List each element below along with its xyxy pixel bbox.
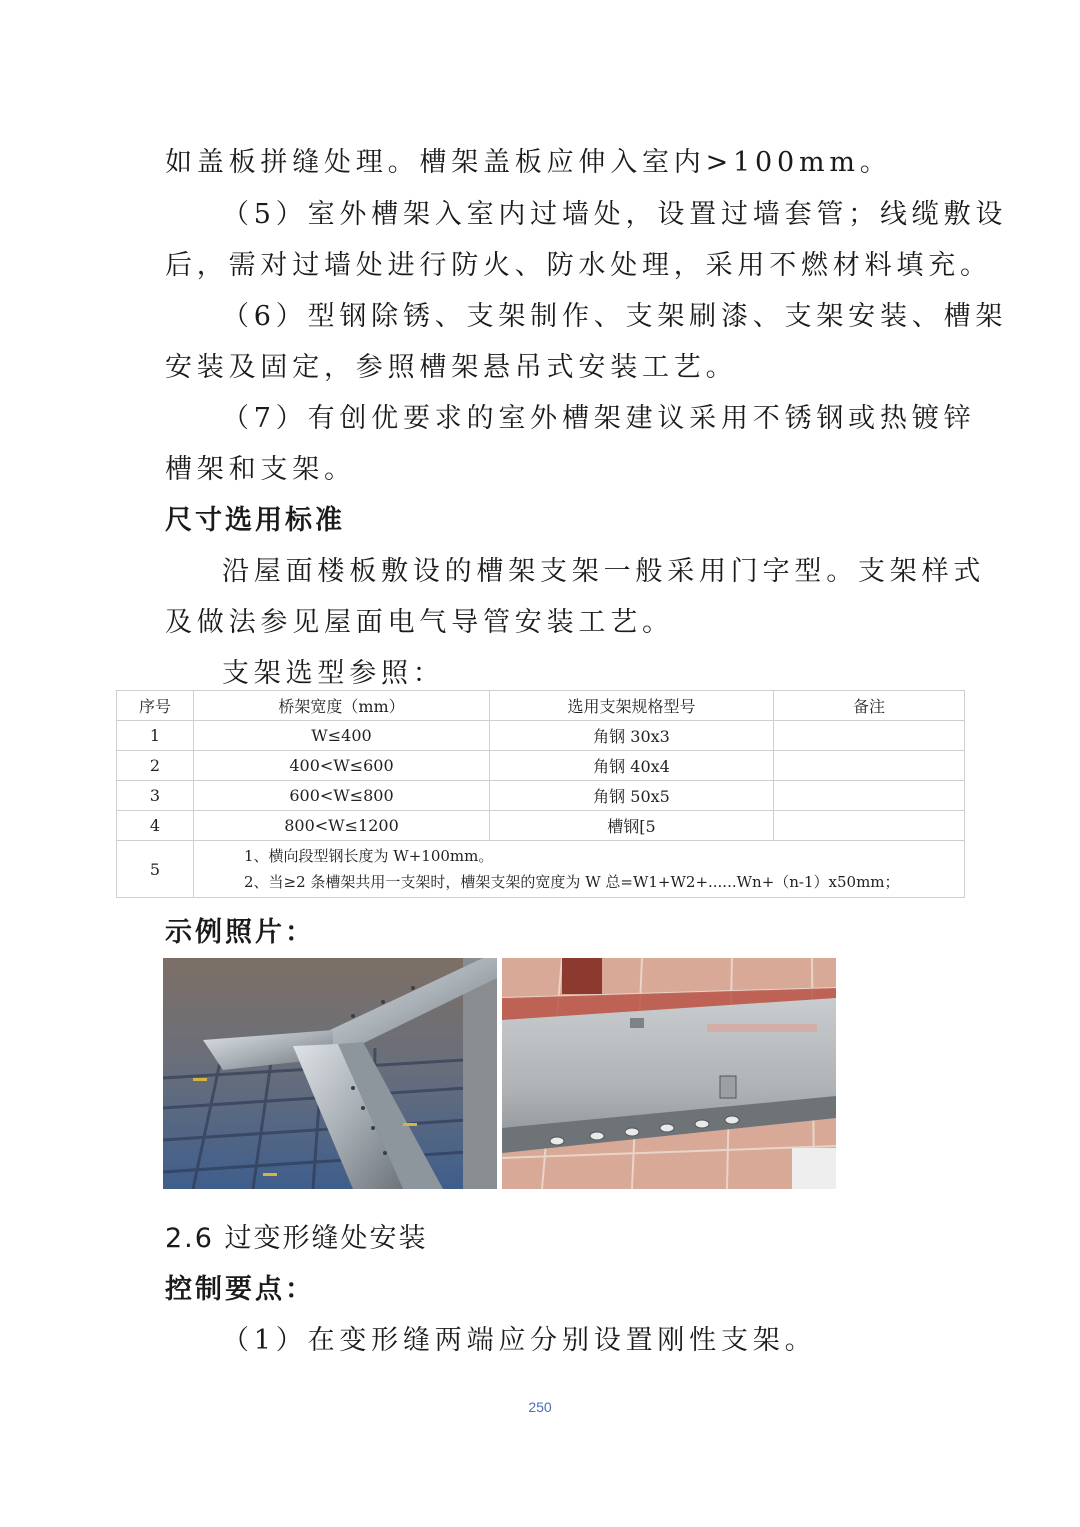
table-row (117, 721, 965, 751)
support-selection-label: 支架选型参照： (222, 658, 445, 689)
cell-tray-width: 400<W≤600 (194, 751, 490, 781)
cell-remarks (774, 781, 965, 811)
cell-support-model: 角钢 40x4 (490, 751, 774, 781)
note-line-2: 2、当≥2 条槽架共用一支架时，槽架支架的宽度为 W 总=W1+W2+......Wn+（n-1）x50mm； (244, 873, 900, 891)
header-index: 序号 (117, 691, 194, 721)
cell-support-model: 槽钢[5 (490, 811, 774, 841)
cell-index: 1 (117, 721, 194, 751)
header-support-model: 选用支架规格型号 (490, 691, 774, 721)
cell-index: 5 (117, 841, 194, 898)
cell-support-model: 角钢 30x3 (490, 721, 774, 751)
section-2-6-title: 2.6 过变形缝处安装 (165, 1223, 428, 1254)
table-row (117, 781, 965, 811)
cell-remarks (774, 751, 965, 781)
table-row-notes (117, 841, 965, 898)
paragraph-line-5: 安装及固定，参照槽架悬吊式安装工艺。 (165, 352, 738, 383)
cell-tray-width: W≤400 (194, 721, 490, 751)
table-row (117, 751, 965, 781)
table-row (117, 811, 965, 841)
cell-remarks (774, 721, 965, 751)
table-header-row (117, 691, 965, 721)
cell-support-model: 角钢 50x5 (490, 781, 774, 811)
cell-tray-width: 800<W≤1200 (194, 811, 490, 841)
cell-tray-width: 600<W≤800 (194, 781, 490, 811)
example-photo-left (163, 958, 497, 1189)
note-line-1: 1、横向段型钢长度为 W+100mm。 (244, 847, 494, 865)
cell-notes (194, 841, 965, 898)
page-number: 250 (528, 1399, 552, 1415)
cell-index: 4 (117, 811, 194, 841)
control-point-1: （1）在变形缝两端应分别设置刚性支架。 (222, 1325, 817, 1356)
support-spec-table (116, 690, 965, 898)
header-remarks: 备注 (774, 691, 965, 721)
paragraph-line-2: （5）室外槽架入室内过墙处，设置过墙套管；线缆敷设 (222, 199, 1008, 230)
example-photos-heading: 示例照片： (165, 917, 315, 948)
paragraph-line-1: 如盖板拼缝处理。槽架盖板应伸入室内>100mm。 (165, 147, 892, 178)
cell-index: 2 (117, 751, 194, 781)
paragraph-line-4: （6）型钢除锈、支架制作、支架刷漆、支架安装、槽架 (222, 301, 1008, 332)
size-standard-line-2: 及做法参见屋面电气导管安装工艺。 (165, 607, 674, 638)
cell-index: 3 (117, 781, 194, 811)
cell-remarks (774, 811, 965, 841)
paragraph-line-7: 槽架和支架。 (165, 454, 356, 485)
size-standard-heading: 尺寸选用标准 (165, 505, 345, 536)
size-standard-line-1: 沿屋面楼板敷设的槽架支架一般采用门字型。支架样式 (222, 556, 986, 587)
control-points-heading: 控制要点： (165, 1274, 315, 1305)
paragraph-line-6: （7）有创优要求的室外槽架建议采用不锈钢或热镀锌 (222, 403, 976, 434)
paragraph-line-3: 后，需对过墙处进行防火、防水处理，采用不燃材料填充。 (165, 250, 992, 281)
example-photo-right (502, 958, 836, 1189)
header-tray-width: 桥架宽度（mm） (194, 691, 490, 721)
